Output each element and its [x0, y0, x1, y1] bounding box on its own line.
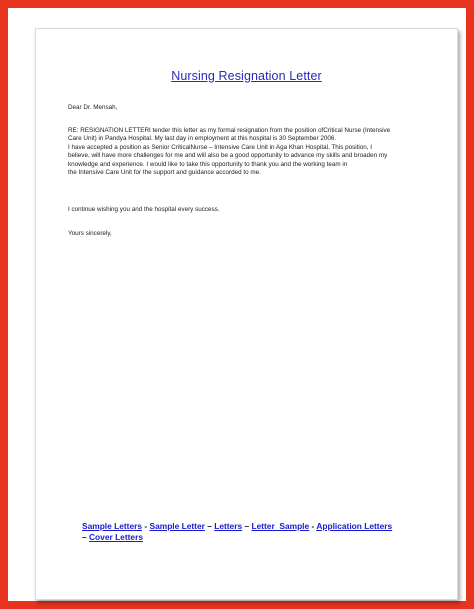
body-line: believe, will have more challenges for me and will also be a good opportunity to advance my skills and broaden my [68, 152, 388, 160]
salutation-text: Dear Dr. Mensah, [68, 104, 118, 111]
signoff [68, 230, 438, 238]
body-line: I have accepted a position as Senior CriticalNurse – Intensive Care Unit in Aga Khan Hospital. This position, I [68, 143, 373, 151]
link-letters[interactable]: Letters [214, 521, 243, 531]
letter-body-paragraph [68, 127, 438, 177]
link-letter-sample[interactable]: Letter Sample [251, 521, 310, 531]
closing-paragraph [68, 206, 438, 214]
link-application-letters[interactable]: Application Letters [316, 521, 393, 531]
body-line: Care Unit) in Pandya Hospital. My last day in employment at this hospital is 30 September 2006. [68, 135, 337, 143]
letter-page [35, 28, 458, 600]
signoff-text: Yours sincerely, [68, 230, 112, 237]
link-sample-letters[interactable]: Sample Letters [82, 521, 143, 531]
link-separator: - [142, 521, 150, 531]
link-separator: - [309, 521, 317, 531]
link-separator: – [242, 521, 252, 531]
letter-title: Nursing Resignation Letter [171, 69, 322, 83]
link-cover-letters[interactable]: Cover Letters [89, 531, 143, 542]
footer-links [82, 521, 432, 542]
body-line: knowledge and experience. I would like to take this opportunity to thank you and the working team in [68, 160, 348, 168]
link-sample-letter[interactable]: Sample Letter [149, 521, 205, 531]
closing-line: I continue wishing you and the hospital every success. [68, 206, 220, 213]
link-separator: – [204, 521, 215, 531]
link-separator: – [82, 531, 89, 542]
body-line: the Intensive Care Unit for the support and guidance accorded to me. [68, 169, 261, 177]
salutation [68, 104, 438, 112]
body-line: RE: RESIGNATION LETTERI tender this letter as my formal resignation from the position ofCritical Nurse (Intensive [68, 127, 391, 134]
